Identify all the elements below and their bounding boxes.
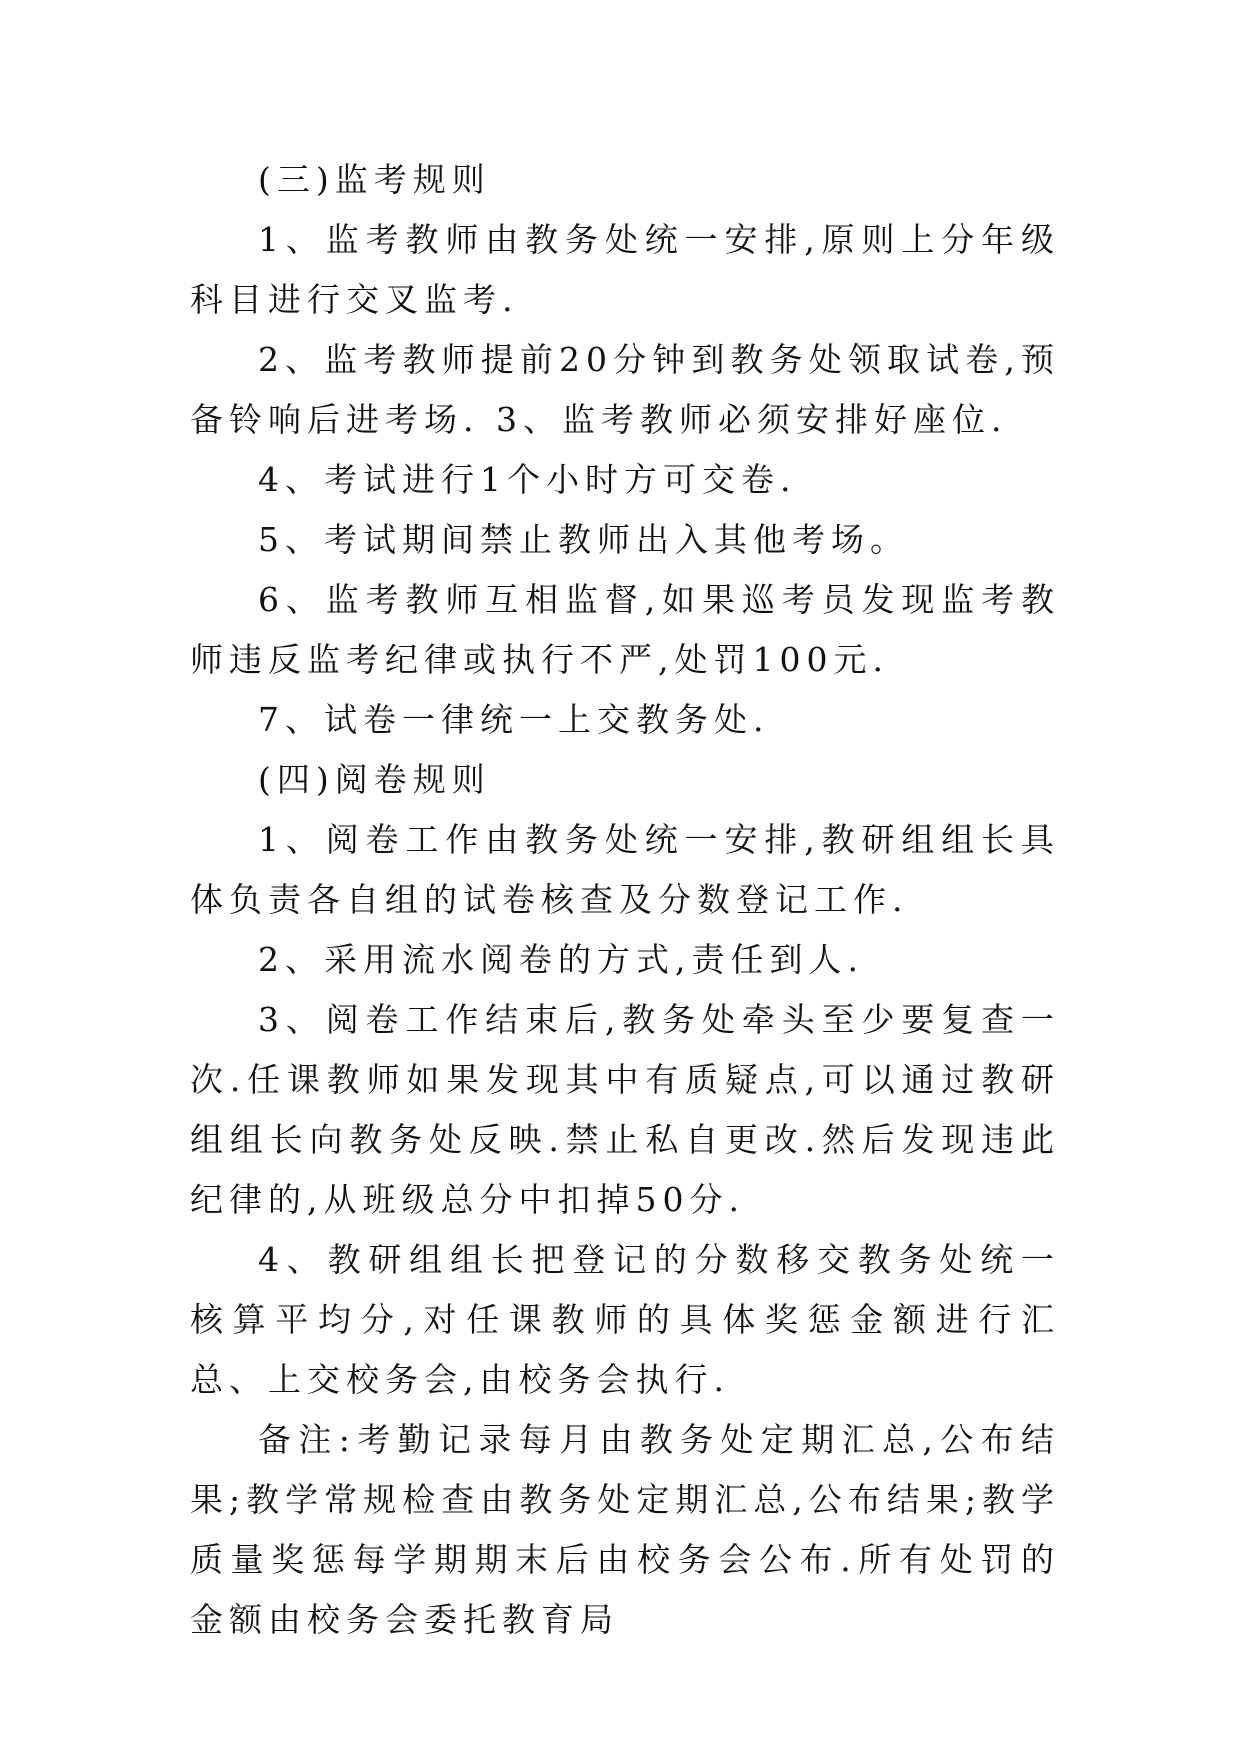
section-heading-invigilation: (三)监考规则 (258, 160, 491, 199)
paragraph: 2、采用流水阅卷的方式,责任到人. (258, 940, 864, 979)
paragraph: 7、试卷一律统一上交教务处. (258, 700, 770, 739)
document-body (190, 150, 1060, 1650)
paragraph: 1、监考教师由教务处统一安排,原则上分年级科目进行交叉监考. (190, 220, 1060, 319)
paragraph: 2、监考教师提前20分钟到教务处领取试卷,预备铃响后进考场. 3、监考教师必须安排好座位. (190, 340, 1060, 439)
paragraph: 6、监考教师互相监督,如果巡考员发现监考教师违反监考纪律或执行不严,处罚100元. (190, 580, 1060, 679)
section-heading-grading: (四)阅卷规则 (258, 760, 491, 799)
paragraph: 4、考试进行1个小时方可交卷. (258, 460, 797, 499)
paragraph: 1、阅卷工作由教务处统一安排,教研组组长具体负责各自组的试卷核查及分数登记工作. (190, 820, 1060, 919)
note-paragraph: 备注:考勤记录每月由教务处定期汇总,公布结果;教学常规检查由教务处定期汇总,公布结果;教学质量奖惩每学期期末后由校务会公布.所有处罚的金额由校务会委托教育局 (190, 1420, 1060, 1639)
paragraph: 5、考试期间禁止教师出入其他考场。 (258, 520, 909, 559)
paragraph: 3、阅卷工作结束后,教务处牵头至少要复查一次.任课教师如果发现其中有质疑点,可以通过教研组组长向教务处反映.禁止私自更改.然后发现违此纪律的,从班级总分中扣掉50分. (190, 1000, 1060, 1219)
paragraph: 4、教研组组长把登记的分数移交教务处统一核算平均分,对任课教师的具体奖惩金额进行汇总、上交校务会,由校务会执行. (190, 1240, 1060, 1399)
